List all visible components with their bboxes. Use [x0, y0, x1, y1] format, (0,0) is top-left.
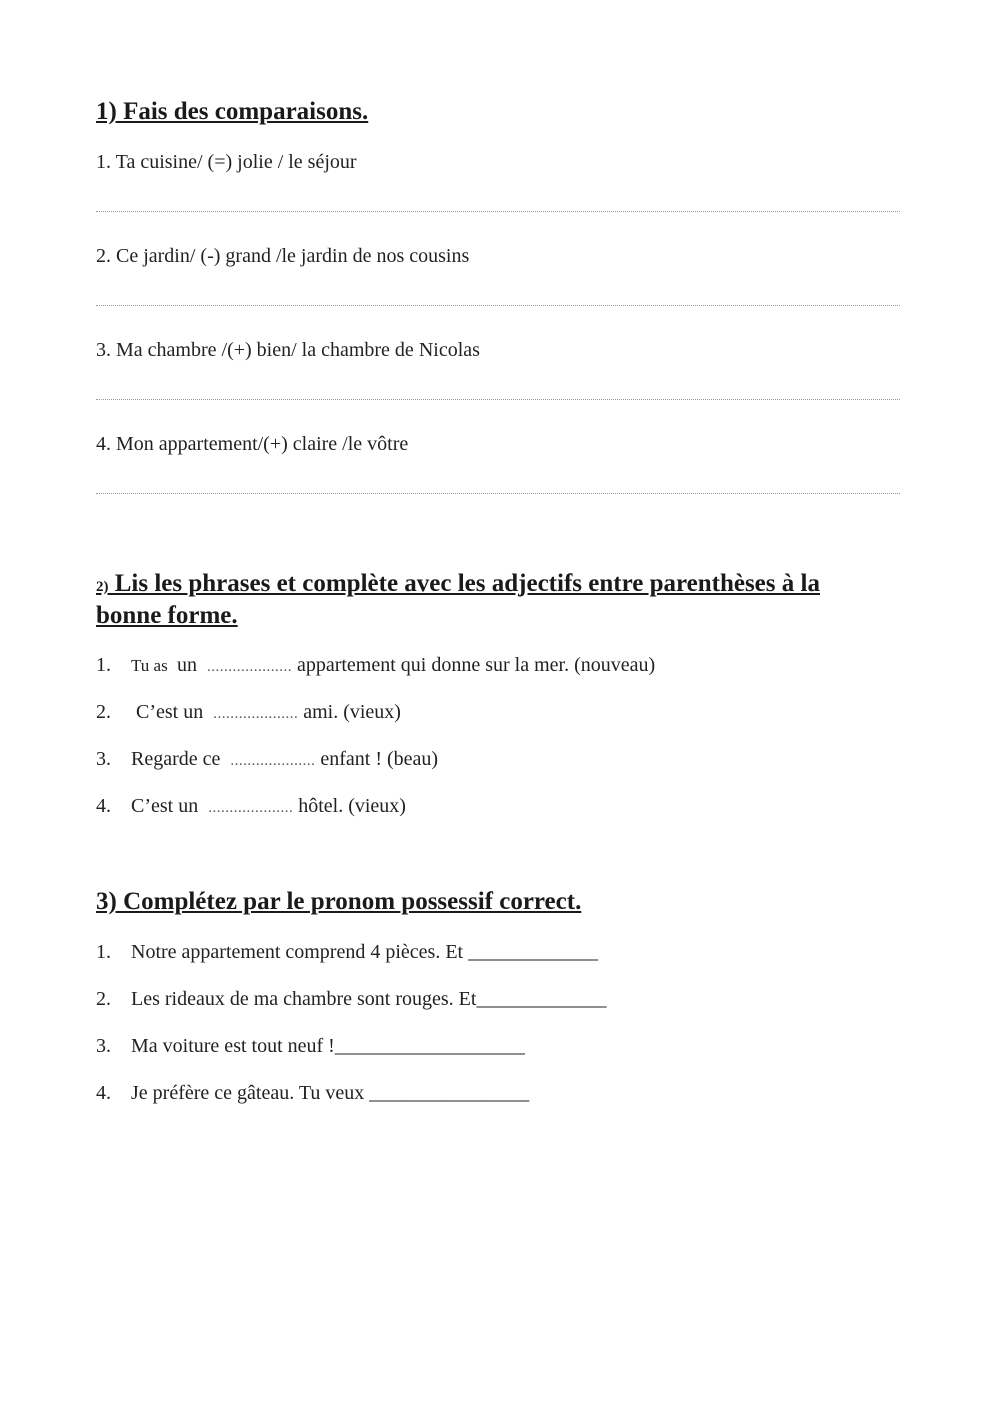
- item-number: 1.: [96, 941, 111, 963]
- possessive-item-2[interactable]: Les rideaux de ma chambre sont rouges. Et_____________: [131, 988, 607, 1010]
- adjective-item-4: [131, 793, 406, 821]
- answer-line-1[interactable]: [96, 211, 900, 212]
- comparison-prompt-3: 3. Ma chambre /(+) bien/ la chambre de Nicolas: [96, 339, 480, 361]
- possessive-item-4[interactable]: Je préfère ce gâteau. Tu veux ________________: [131, 1082, 530, 1104]
- item-prefix: C’est un: [131, 701, 209, 723]
- item-prefix: Regarde ce: [131, 748, 226, 770]
- section2-title-line2: bonne forme.: [96, 602, 238, 629]
- blank-field[interactable]: ....................: [206, 659, 292, 675]
- section2-number: 2): [96, 579, 109, 595]
- item-prefix-small: Tu as: [131, 656, 172, 675]
- blank-field[interactable]: ....................: [208, 800, 294, 816]
- adjective-item-2: [131, 699, 401, 727]
- possessive-item-3[interactable]: Ma voiture est tout neuf !___________________: [131, 1035, 525, 1057]
- item-number: 3.: [96, 748, 111, 770]
- comparison-prompt-1: 1. Ta cuisine/ (=) jolie / le séjour: [96, 151, 357, 173]
- blank-field[interactable]: ....................: [230, 753, 316, 769]
- blank-field[interactable]: ....................: [213, 706, 299, 722]
- item-suffix: hôtel. (vieux): [293, 795, 406, 817]
- possessive-item-1[interactable]: Notre appartement comprend 4 pièces. Et _____________: [131, 941, 599, 963]
- item-number: 1.: [96, 654, 111, 676]
- item-number: 3.: [96, 1035, 111, 1057]
- item-suffix: enfant ! (beau): [315, 748, 439, 770]
- adjective-item-3: [131, 746, 438, 774]
- answer-line-3[interactable]: [96, 399, 900, 400]
- section1-title: 1) Fais des comparaisons.: [96, 98, 369, 125]
- item-prefix: C’est un: [131, 795, 204, 817]
- section2-title: [96, 568, 820, 603]
- item-suffix: appartement qui donne sur la mer. (nouveau): [291, 654, 656, 676]
- answer-line-2[interactable]: [96, 305, 900, 306]
- adjective-item-1: [131, 652, 655, 680]
- item-number: 4.: [96, 795, 111, 817]
- section3-title: 3) Complétez par le pronom possessif correct.: [96, 888, 582, 915]
- item-prefix: un: [171, 654, 202, 676]
- item-suffix: ami. (vieux): [298, 701, 401, 723]
- comparison-prompt-4: 4. Mon appartement/(+) claire /le vôtre: [96, 433, 409, 455]
- item-number: 4.: [96, 1082, 111, 1104]
- comparison-prompt-2: 2. Ce jardin/ (-) grand /le jardin de nos cousins: [96, 245, 470, 267]
- item-number: 2.: [96, 701, 111, 723]
- answer-line-4[interactable]: [96, 493, 900, 494]
- item-number: 2.: [96, 988, 111, 1010]
- section2-title-line1: Lis les phrases et complète avec les adjectifs entre parenthèses à la: [108, 570, 820, 597]
